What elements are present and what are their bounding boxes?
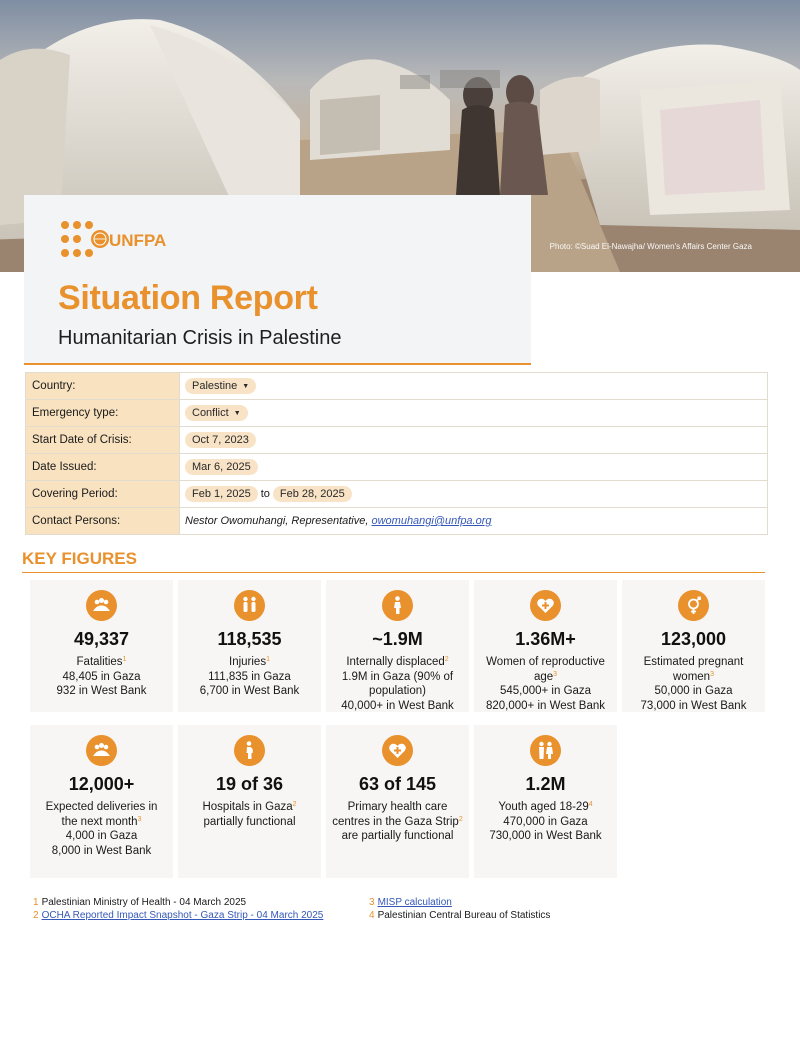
figure-detail: 40,000+ in West Bank [341,699,454,712]
footnote-3 [369,896,452,909]
info-row-start-date [26,427,768,454]
footnote-2 [33,909,323,922]
period-end-field[interactable]: Feb 28, 2025 [273,486,352,502]
page-title: Situation Report [58,279,318,317]
footnote-ref: 4 [588,801,593,808]
period-to-text: to [260,488,270,500]
date-issued-label: Date Issued: [26,454,180,481]
key-figures-heading: KEY FIGURES [22,549,137,568]
figure-card-pregnant-women [622,580,765,712]
figure-number: 1.36M+ [515,629,576,649]
figure-label: Injuries [229,656,267,668]
figure-detail: 73,000 in West Bank [640,699,747,712]
family-icon [234,590,265,621]
figure-description [628,655,759,713]
figure-detail: 48,405 in Gaza [62,670,141,683]
footnote-text: Palestinian Ministry of Health - 04 March 2025 [41,897,247,908]
period-start-field[interactable]: Feb 1, 2025 [185,486,258,502]
info-row-emergency [26,400,768,427]
footnote-ref: 2 [458,815,463,823]
figure-detail: 50,000 in Gaza [654,685,733,698]
footnote-ref: 2 [444,656,449,663]
footnote-ref: 3 [553,670,558,678]
footnote-number: 1 [33,897,39,908]
figure-card-reproductive-age [474,580,617,712]
group-icon [86,590,117,621]
country-value: Palestine [192,380,238,392]
figure-label: Women of reproductive age [486,656,605,683]
footnote-link-misp[interactable]: MISP calculation [377,897,452,908]
figure-detail: 6,700 in West Bank [199,685,300,698]
figure-label: Primary health care centres in the Gaza Strip [332,801,459,828]
info-row-contact [26,508,768,535]
figure-number: ~1.9M [372,629,423,649]
figure-description [332,800,463,844]
start-date-label: Start Date of Crisis: [26,427,180,454]
figure-number: 49,337 [73,629,130,649]
contact-email-link[interactable]: owomuhangi@unfpa.org [371,515,492,527]
chevron-down-icon: ▼ [242,382,250,390]
figure-card-hospitals [178,725,321,878]
pregnant-woman-icon [234,735,265,766]
unfpa-logo [60,217,170,265]
figure-number: 1.2M [525,774,566,794]
photo-credit: Photo: ©Suad El-Nawajha/ Women's Affairs Center Gaza [549,242,752,251]
emergency-type-value: Conflict [192,407,229,419]
info-row-covering-period [26,481,768,508]
figure-description [332,655,463,713]
chevron-down-icon: ▼ [233,409,241,417]
figure-description [480,655,611,713]
figure-detail: 470,000 in Gaza [503,815,588,828]
emergency-type-dropdown[interactable] [185,405,248,421]
figure-detail: 1.9M in Gaza (90% of population) [341,670,454,698]
figure-detail: 730,000 in West Bank [489,830,602,843]
footnote-ref: 2 [292,801,297,808]
footnote-ref: 1 [266,656,270,663]
footnote-ref: 1 [122,656,127,663]
group-icon [86,735,117,766]
figure-number: 12,000+ [68,774,135,794]
logo-wordmark: UNFPA [109,231,167,250]
figure-detail: 545,000+ in Gaza [499,685,592,698]
figure-label: Expected deliveries in the next month [45,801,158,828]
footnote-1 [33,896,246,909]
key-figures-divider [22,572,765,573]
info-row-date-issued [26,454,768,481]
figure-card-injuries [178,580,321,712]
footnote-ref: 3 [710,670,714,678]
figure-detail: 820,000+ in West Bank [485,699,606,712]
footnote-number: 4 [369,910,375,921]
footnote-link-ocha[interactable]: OCHA Reported Impact Snapshot - Gaza Strip - 04 March 2025 [41,910,324,921]
figure-description [184,655,315,699]
date-issued-field[interactable]: Mar 6, 2025 [185,459,258,475]
figure-number: 123,000 [660,629,727,649]
figure-label: Hospitals in Gaza [202,801,293,813]
gender-icon [678,590,709,621]
youth-icon [530,735,561,766]
figure-number: 118,535 [217,629,282,649]
figure-card-youth [474,725,617,878]
figure-description [36,800,167,858]
page-subtitle: Humanitarian Crisis in Palestine [58,327,342,349]
figure-description [36,655,167,699]
figure-description [480,800,611,844]
start-date-field[interactable]: Oct 7, 2023 [185,432,256,448]
person-walking-icon [382,590,413,621]
figure-label: Internally displaced [346,656,445,668]
info-table [25,372,768,535]
heart-plus-icon [382,735,413,766]
figure-detail: 111,835 in Gaza [208,670,291,683]
contact-name: Nestor Owomuhangi, Representative, [185,515,372,527]
footnote-text: Palestinian Central Bureau of Statistics [377,910,551,921]
figure-number: 63 of 145 [358,774,437,794]
figure-detail: 4,000 in Gaza [65,830,138,843]
footnote-number: 2 [33,910,39,921]
figure-card-health-centres [326,725,469,878]
figure-label: Estimated pregnant women [643,656,744,683]
footnote-4 [369,909,550,922]
figure-card-expected-deliveries [30,725,173,878]
figure-detail: 932 in West Bank [56,685,147,698]
figure-label: Youth aged 18-29 [498,801,589,813]
country-dropdown[interactable] [185,378,256,394]
footnote-number: 3 [369,897,375,908]
heart-plus-icon [530,590,561,621]
figure-number: 19 of 36 [215,774,284,794]
info-row-country [26,373,768,400]
figure-card-displaced [326,580,469,712]
figure-detail: partially functional [203,815,296,828]
country-label: Country: [26,373,180,400]
emergency-type-label: Emergency type: [26,400,180,427]
figure-label-tail: are partially functional [341,830,454,843]
contact-persons-label: Contact Persons: [26,508,180,535]
figure-card-fatalities [30,580,173,712]
covering-period-label: Covering Period: [26,481,180,508]
footnote-ref: 3 [137,815,142,823]
figure-label: Fatalities [76,656,123,668]
title-card [24,195,531,365]
figure-detail: 8,000 in West Bank [51,844,152,857]
figure-description [184,800,315,829]
